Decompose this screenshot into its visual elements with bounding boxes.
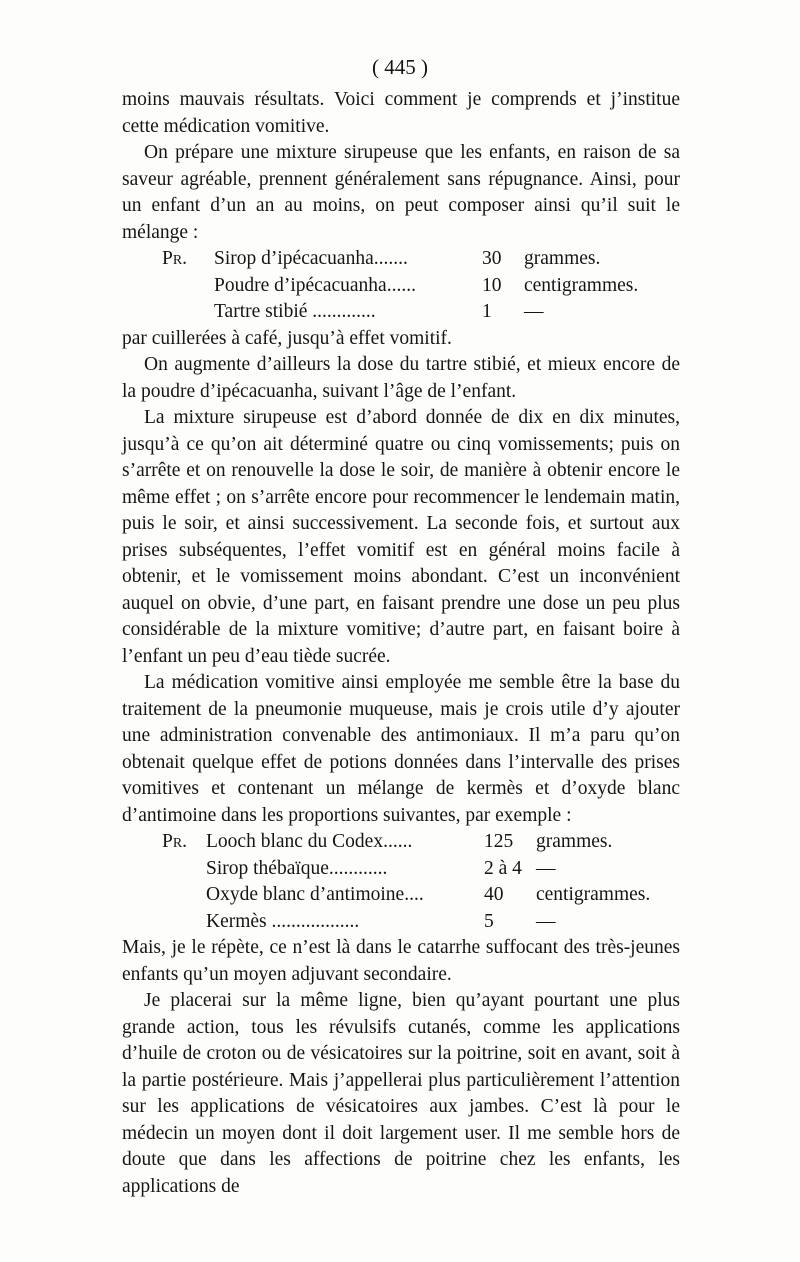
body-text — [122, 87, 680, 1200]
paragraph-1: moins mauvais résultats. Voici comment je comprends et j’institue cette médication vomitive. — [122, 89, 680, 137]
paragraph-6: La médication vomitive ainsi employée me semble être la base du traitement de la pneumonie muqueuse, mais je crois utile d’y ajouter une administration convenable des antimoniaux. Il m’a paru qu’on obtenait quelque effet de potions données dans l’intervalle des prises vomitives et contenant un mélange de kermès et d’oxyde blanc d’antimoine dans les proportions suivantes, par exemple : — [122, 672, 680, 826]
ingredient-name: Kermès .................. — [206, 910, 360, 932]
recipe-prefix: Pr. — [162, 248, 188, 269]
ingredient-unit: centigrammes. — [536, 884, 651, 905]
ingredient-quantity: 2 à 4 — [484, 857, 522, 879]
ingredient-quantity: 10 — [482, 274, 502, 296]
recipe-1-row — [122, 246, 680, 273]
ingredient-unit: grammes. — [524, 248, 601, 269]
ingredient-quantity: 1 — [482, 301, 492, 322]
recipe-2-row — [122, 882, 680, 909]
recipe-2-row — [122, 909, 680, 936]
paragraph-8: Je placerai sur la même ligne, bien qu’ayant pourtant une plus grande action, tous les révulsifs cutanés, comme les applications d’huile de croton ou de vésicatoires sur la poitrine, soit en avant, soit à la partie postérieure. Mais j’appellerai plus particulièrement l’attention sur les applications de vésicatoires aux jambes. C’est là pour le médecin un moyen dont il doit largement user. Il me semble hors de doute que dans les affections de poitrine chez les enfants, les applications de — [122, 990, 680, 1197]
ingredient-quantity: 5 — [484, 910, 494, 932]
ingredient-name: Oxyde blanc d’antimoine.... — [206, 884, 424, 905]
recipe-1 — [122, 246, 680, 326]
recipe-1-row — [122, 273, 680, 300]
paragraph-7: Mais, je le répète, ce n’est là dans le catarrhe suffocant des très-jeunes enfants qu’un moyen adjuvant secondaire. — [122, 937, 680, 985]
ingredient-unit: centigrammes. — [524, 274, 639, 296]
ingredient-quantity: 30 — [482, 248, 502, 269]
ingredient-name: Tartre stibié ............. — [214, 301, 376, 322]
ingredient-name: Poudre d’ipécacuanha...... — [214, 274, 416, 296]
paragraph-4: On augmente d’ailleurs la dose du tartre stibié, et mieux encore de la poudre d’ipécacuanha, suivant l’âge de l’enfant. — [122, 354, 680, 402]
recipe-2-row — [122, 856, 680, 883]
recipe-2-row — [122, 829, 680, 856]
ingredient-name: Sirop thébaïque............ — [206, 857, 388, 879]
page-number: ( 445 ) — [372, 55, 428, 79]
ingredient-name: Sirop d’ipécacuanha....... — [214, 248, 408, 269]
ingredient-quantity: 125 — [484, 831, 514, 852]
recipe-2 — [122, 829, 680, 935]
ingredient-unit: — — [536, 910, 556, 932]
paragraph-3: par cuillerées à café, jusqu’à effet vomitif. — [122, 327, 452, 349]
ingredient-quantity: 40 — [484, 884, 504, 905]
ingredient-name: Looch blanc du Codex...... — [206, 831, 413, 852]
recipe-1-row — [122, 299, 680, 326]
paragraph-5: La mixture sirupeuse est d’abord donnée de dix en dix minutes, jusqu’à ce qu’on ait déterminé quatre ou cinq vomissements; puis on s’arrête et on renouvelle la dose le soir, de manière à obtenir encore le même effet ; on s’arrête encore pour recommencer le lendemain matin, puis le soir, et ainsi successivement. La seconde fois, et surtout aux prises subséquentes, l’effet vomitif est en général moins facile à obtenir, et le vomissement moins abondant. C’est un inconvénient auquel on obvie, d’une part, en faisant prendre une dose un peu plus considérable de la mixture vomitive; d’autre part, en faisant boire à l’enfant un peu d’eau tiède sucrée. — [122, 407, 680, 667]
ingredient-unit: — — [524, 301, 544, 322]
ingredient-unit: grammes. — [536, 831, 613, 852]
recipe-prefix: Pr. — [162, 831, 188, 852]
paragraph-2: On prépare une mixture sirupeuse que les enfants, en raison de sa saveur agréable, prennent généralement sans répugnance. Ainsi, pour un enfant d’un an au moins, on peut composer ainsi qu’il suit le mélange : — [122, 142, 680, 243]
ingredient-unit: — — [536, 857, 556, 879]
